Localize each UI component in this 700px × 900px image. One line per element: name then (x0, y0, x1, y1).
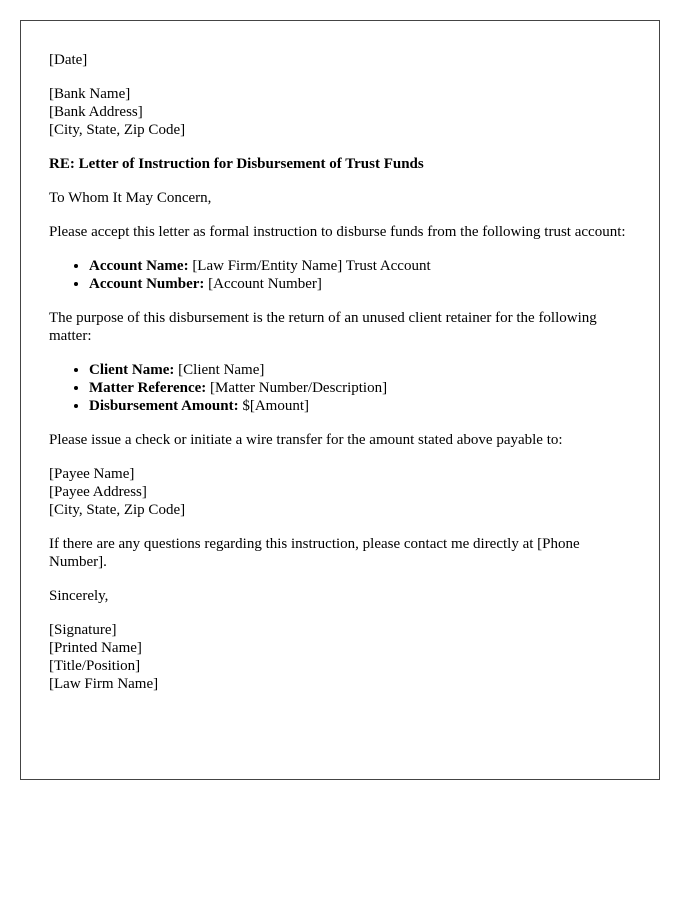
account-number-value: [Account Number] (208, 276, 322, 292)
list-item (89, 361, 631, 379)
list-item (89, 397, 631, 415)
list-item (89, 379, 631, 397)
account-number-label: Account Number: (89, 276, 205, 292)
printed-name: [Printed Name] (49, 640, 142, 656)
law-firm-name: [Law Firm Name] (49, 676, 159, 692)
signature-line: [Signature] (49, 622, 117, 638)
letter-page (20, 20, 660, 780)
salutation: To Whom It May Concern, (49, 190, 212, 206)
subject-line: RE: Letter of Instruction for Disbursement of Trust Funds (49, 156, 424, 172)
list-item (89, 275, 631, 293)
purpose-paragraph: The purpose of this disbursement is the return of an unused client retainer for the following matter: (49, 310, 597, 344)
closing: Sincerely, (49, 588, 109, 604)
client-name-value: [Client Name] (178, 362, 265, 378)
list-item (89, 257, 631, 275)
payee-name: [Payee Name] (49, 466, 135, 482)
matter-details-list (49, 361, 631, 415)
bank-name: [Bank Name] (49, 86, 131, 102)
intro-paragraph: Please accept this letter as formal instruction to disburse funds from the following trust account: (49, 224, 626, 240)
account-name-value: [Law Firm/Entity Name] Trust Account (192, 258, 431, 274)
date-line: [Date] (49, 52, 88, 68)
disbursement-amount-label: Disbursement Amount: (89, 398, 239, 414)
payment-instruction-paragraph: Please issue a check or initiate a wire transfer for the amount stated above payable to: (49, 432, 563, 448)
payee-address (49, 465, 631, 519)
recipient-address (49, 85, 631, 139)
account-details-list (49, 257, 631, 293)
client-name-label: Client Name: (89, 362, 175, 378)
disbursement-amount-value: $[Amount] (242, 398, 310, 414)
account-name-label: Account Name: (89, 258, 189, 274)
matter-reference-label: Matter Reference: (89, 380, 207, 396)
matter-reference-value: [Matter Number/Description] (210, 380, 388, 396)
payee-address-line: [Payee Address] (49, 484, 147, 500)
bank-city-state-zip: [City, State, Zip Code] (49, 122, 186, 138)
title-position: [Title/Position] (49, 658, 141, 674)
payee-city-state-zip: [City, State, Zip Code] (49, 502, 186, 518)
signature-block (49, 621, 631, 693)
contact-paragraph: If there are any questions regarding this instruction, please contact me directly at [Phone Number]. (49, 536, 580, 570)
bank-address: [Bank Address] (49, 104, 143, 120)
